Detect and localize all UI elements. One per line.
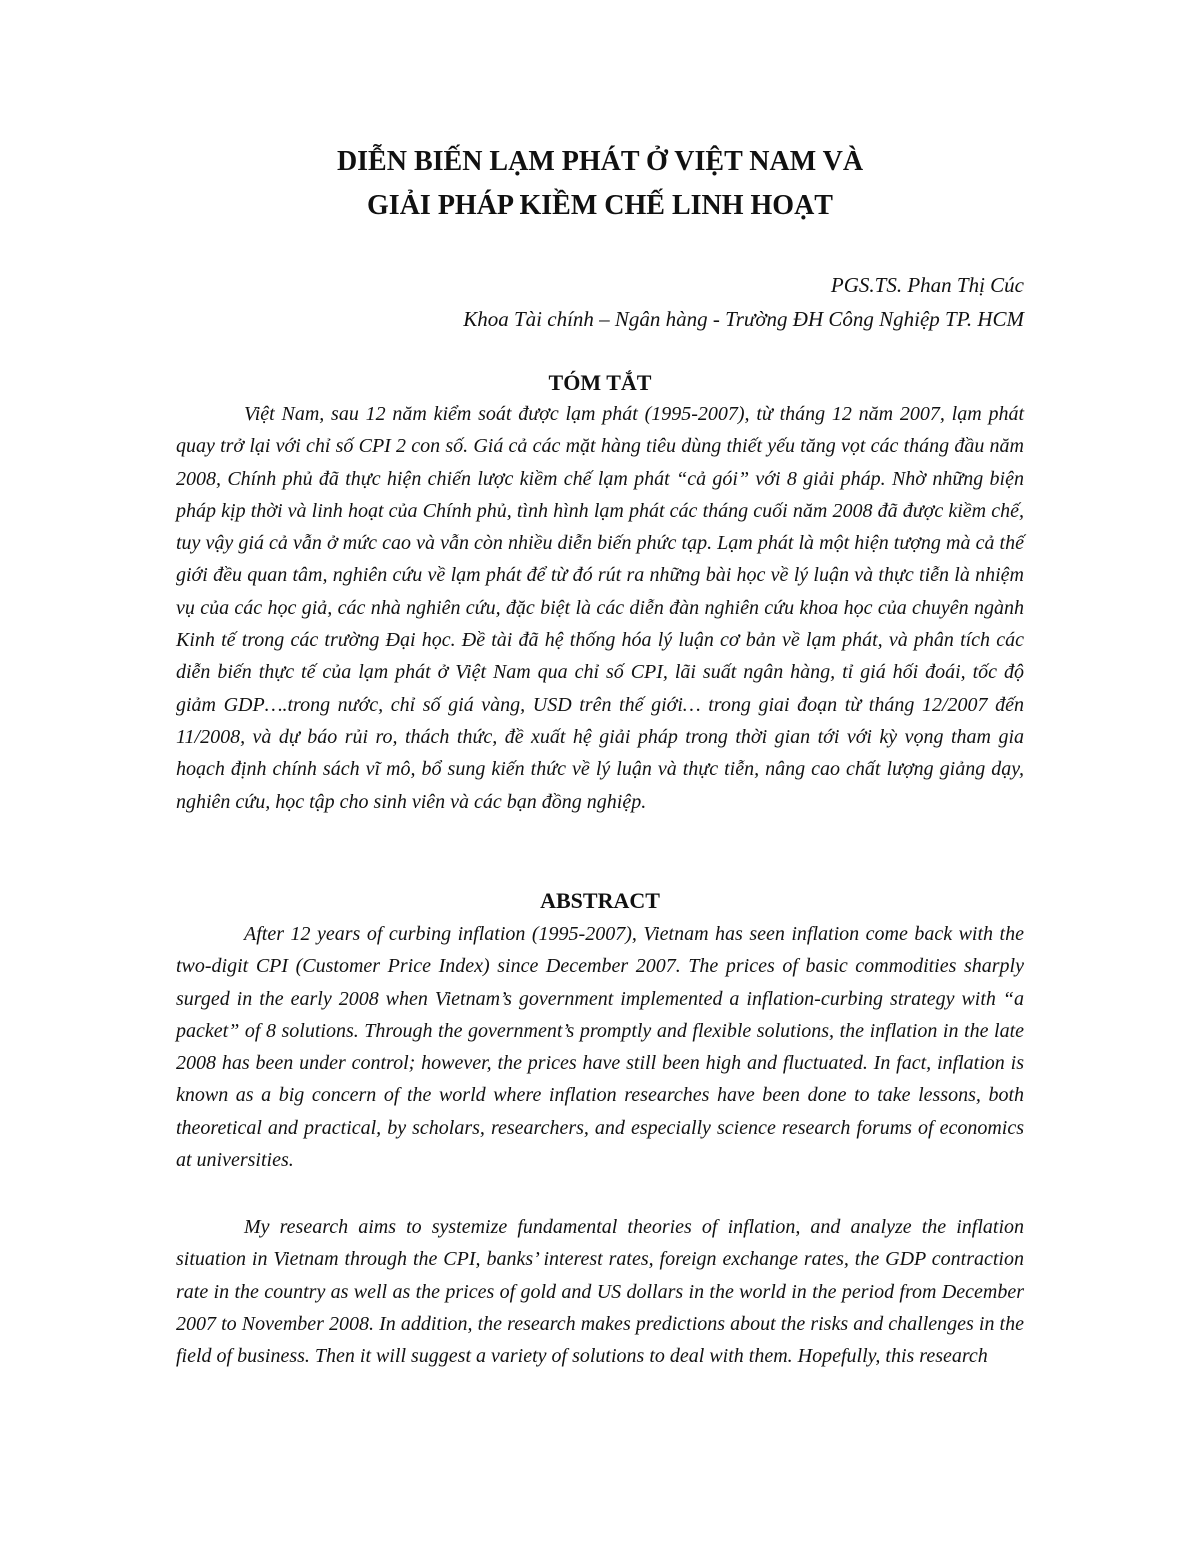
abstract-paragraph-2-text: My research aims to systemize fundamental theories of inflation, and analyze the inflation situation in Vietnam through the CPI, banks’ interest rates, foreign exchange rates, the GDP contraction rate in the country as well as the prices of gold and US dollars in the world in the period from December 2007 to November 2008. In addition, the research makes predictions about the risks and challenges in the field of business. Then it will suggest a variety of solutions to deal with them. Hopefully, this research: [176, 1216, 1024, 1368]
paper-title-line-1: DIỄN BIẾN LẠM PHÁT Ở VIỆT NAM VÀ: [336, 146, 864, 177]
paper-title-line-2: GIẢI PHÁP KIỀM CHẾ LINH HOẠT: [367, 190, 833, 221]
summary-heading: TÓM TẮT: [548, 370, 652, 395]
summary-paragraph-text: Việt Nam, sau 12 năm kiểm soát được lạm phát (1995-2007), từ tháng 12 năm 2007, lạm phát quay trở lại với chỉ số CPI 2 con số. Giá cả các mặt hàng tiêu dùng thiết yếu tăng vọt các tháng đầu năm 2008, Chính phủ đã thực hiện chiến lược kiềm chế lạm phát “cả gói” với 8 giải pháp. Nhờ những biện pháp kịp thời và linh hoạt của Chính phủ, tình hình lạm phát các tháng cuối năm 2008 đã được kiềm chế, tuy vậy giá cả vẫn ở mức cao và vẫn còn nhiều diễn biến phức tạp. Lạm phát là một hiện tượng mà cả thế giới đều quan tâm, nghiên cứu về lạm phát để từ đó rút ra những bài học về lý luận và thực tiễn là nhiệm vụ của các học giả, các nhà nghiên cứu, đặc biệt là các diễn đàn nghiên cứu khoa học của chuyên ngành Kinh tế trong các trường Đại học. Đề tài đã hệ thống hóa lý luận cơ bản về lạm phát, và phân tích các diễn biến thực tế của lạm phát ở Việt Nam qua chỉ số CPI, lãi suất ngân hàng, tỉ giá hối đoái, tốc độ giảm GDP….trong nước, chỉ số giá vàng, USD trên thế giới… trong giai đoạn từ tháng 12/2007 đến 11/2008, và dự báo rủi ro, thách thức, đề xuất hệ giải pháp trong thời gian tới với kỳ vọng tham gia hoạch định chính sách vĩ mô, bổ sung kiến thức về lý luận và thực tiễn, nâng cao chất lượng giảng dạy, nghiên cứu, học tập cho sinh viên và các bạn đồng nghiệp.: [176, 403, 1024, 813]
author-affiliation: Khoa Tài chính – Ngân hàng - Trường ĐH Công Nghiệp TP. HCM: [463, 307, 1024, 331]
abstract-heading: ABSTRACT: [540, 888, 660, 913]
paper-title: [0, 140, 1200, 228]
author-block: [463, 268, 1024, 336]
summary-paragraph: [176, 398, 1024, 818]
abstract-paragraph-1-text: After 12 years of curbing inflation (1995-2007), Vietnam has seen inflation come back with the two-digit CPI (Customer Price Index) since December 2007. The prices of basic commodities sharply surged in the early 2008 when Vietnam’s government implemented a inflation-curbing strategy with “a packet” of 8 solutions. Through the government’s promptly and flexible solutions, the inflation in the late 2008 has been under control; however, the prices have still been high and fluctuated. In fact, inflation is known as a big concern of the world where inflation researches have been done to take lessons, both theoretical and practical, by scholars, researchers, and especially science research forums of economics at universities.: [176, 923, 1024, 1172]
abstract-paragraph-2: [176, 1211, 1024, 1372]
author-name: PGS.TS. Phan Thị Cúc: [830, 273, 1024, 297]
abstract-paragraph-1: [176, 918, 1024, 1176]
